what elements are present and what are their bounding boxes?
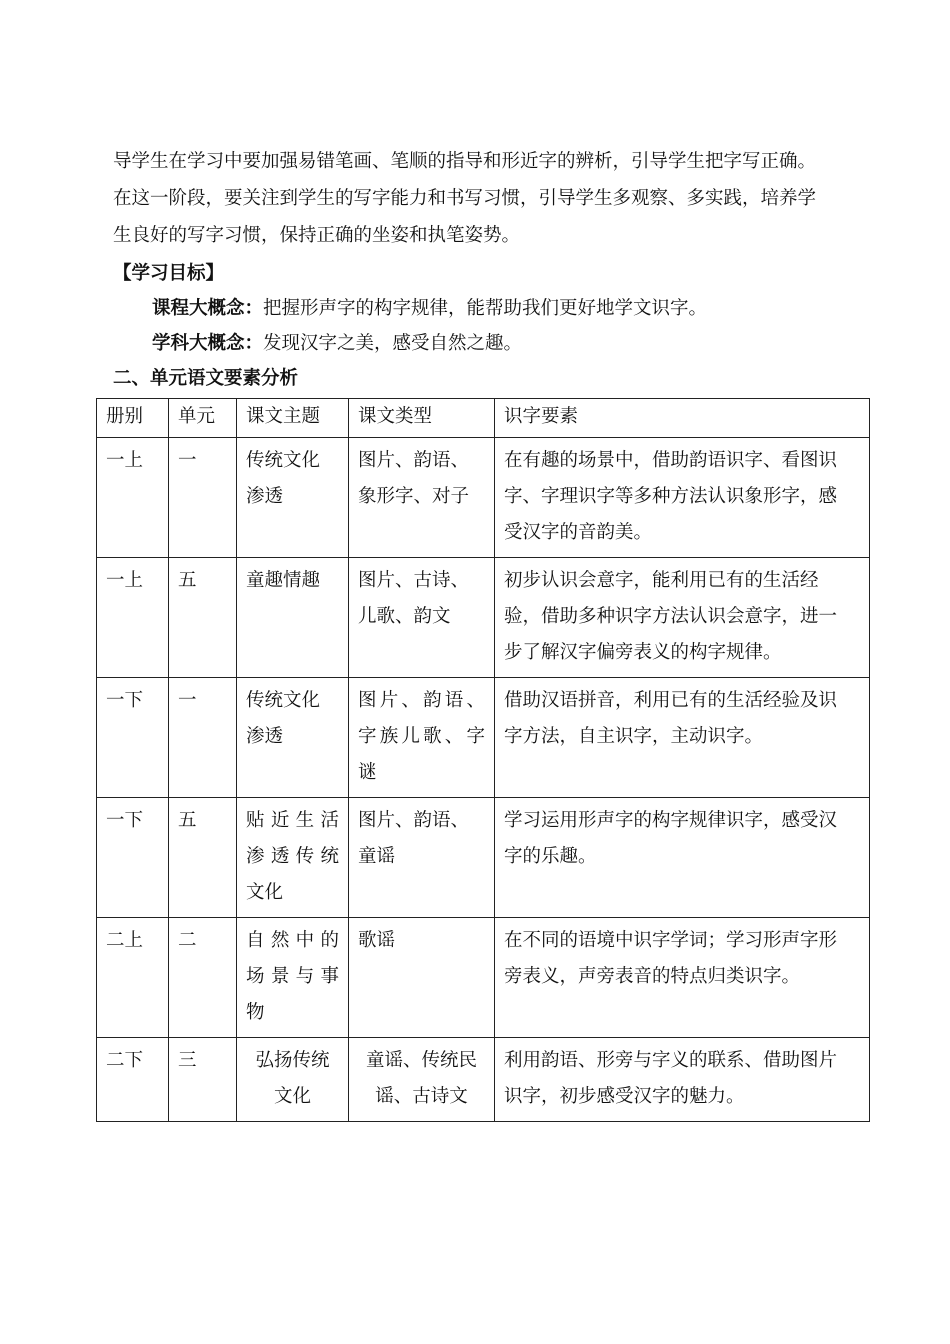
header-volume: 册别 <box>97 399 169 438</box>
theme-line: 弘扬传统 <box>255 1050 330 1071</box>
cell-volume: 二下 <box>97 1038 169 1122</box>
elements-line: 借助汉语拼音，利用已有的生活经验及识 <box>504 690 838 711</box>
subject-concept-text: 发现汉字之美，感受自然之趣。 <box>263 333 523 354</box>
table-row <box>97 558 870 678</box>
type-line: 儿歌、韵文 <box>358 606 451 627</box>
intro-line: 在这一阶段，要关注到学生的写字能力和书写习惯，引导学生多观察、多实践，培养学 <box>113 188 817 209</box>
cell-elements <box>495 918 870 1038</box>
learning-goals-heading: 【学习目标】 <box>113 263 225 284</box>
type-line: 图片、韵语、 <box>358 690 485 711</box>
cell-elements <box>495 1038 870 1122</box>
cell-unit: 一 <box>169 438 237 558</box>
elements-line: 验，借助多种识字方法认识会意字，进一 <box>504 606 838 627</box>
table-header-row <box>97 399 870 438</box>
theme-line: 物 <box>246 1002 265 1023</box>
theme-line: 文化 <box>273 1086 311 1107</box>
elements-line: 步了解汉字偏旁表义的构字规律。 <box>504 642 782 663</box>
type-line: 字族儿歌、字 <box>358 726 485 747</box>
elements-line: 字的乐趣。 <box>504 846 597 867</box>
cell-theme <box>237 1038 349 1122</box>
type-line: 童谣 <box>358 846 396 867</box>
table-row <box>97 678 870 798</box>
type-line: 象形字、对子 <box>358 486 470 507</box>
theme-line: 场景与事 <box>246 966 339 987</box>
elements-line: 字、字理识字等多种方法认识象形字，感 <box>504 486 838 507</box>
elements-line: 旁表义，声旁表音的特点归类识字。 <box>504 966 801 987</box>
table-row <box>97 918 870 1038</box>
course-concept-label: 课程大概念： <box>152 298 264 319</box>
table-row <box>97 798 870 918</box>
cell-theme <box>237 438 349 558</box>
unit-elements-table <box>96 398 870 1122</box>
theme-line: 传统文化 <box>246 450 321 471</box>
cell-unit: 一 <box>169 678 237 798</box>
theme-line: 渗透传统 <box>246 846 339 867</box>
elements-line: 利用韵语、形旁与字义的联系、借助图片 <box>504 1050 838 1071</box>
cell-elements <box>495 438 870 558</box>
header-theme: 课文主题 <box>237 399 349 438</box>
elements-line: 学习运用形声字的构字规律识字，感受汉 <box>504 810 838 831</box>
cell-volume: 一下 <box>97 798 169 918</box>
cell-elements <box>495 558 870 678</box>
theme-line: 自然中的 <box>246 930 339 951</box>
table-row <box>97 438 870 558</box>
cell-theme <box>237 558 349 678</box>
type-line: 歌谣 <box>358 930 396 951</box>
theme-line: 传统文化 <box>246 690 321 711</box>
cell-volume: 一下 <box>97 678 169 798</box>
elements-line: 在不同的语境中识字学词；学习形声字形 <box>504 930 838 951</box>
cell-volume: 一上 <box>97 558 169 678</box>
cell-volume: 一上 <box>97 438 169 558</box>
subject-concept <box>152 332 522 356</box>
elements-line: 识字，初步感受汉字的魅力。 <box>504 1086 745 1107</box>
table-row <box>97 1038 870 1122</box>
type-line: 谣、古诗文 <box>375 1086 468 1107</box>
elements-line: 受汉字的音韵美。 <box>504 522 653 543</box>
cell-elements <box>495 798 870 918</box>
cell-type <box>349 438 495 558</box>
cell-theme <box>237 798 349 918</box>
intro-line: 生良好的写字习惯，保持正确的坐姿和执笔姿势。 <box>113 225 521 246</box>
cell-volume: 二上 <box>97 918 169 1038</box>
subject-concept-label: 学科大概念： <box>152 333 264 354</box>
course-concept <box>152 297 707 321</box>
cell-elements <box>495 678 870 798</box>
type-line: 谜 <box>358 762 377 783</box>
type-line: 图片、韵语、 <box>358 450 470 471</box>
intro-line: 导学生在学习中要加强易错笔画、笔顺的指导和形近字的辨析，引导学生把字写正确。 <box>113 151 817 172</box>
cell-theme <box>237 678 349 798</box>
course-concept-text: 把握形声字的构字规律，能帮助我们更好地学文识字。 <box>263 298 708 319</box>
header-elements: 识字要素 <box>495 399 870 438</box>
elements-line: 初步认识会意字，能利用已有的生活经 <box>504 570 819 591</box>
header-type: 课文类型 <box>349 399 495 438</box>
type-line: 图片、古诗、 <box>358 570 470 591</box>
theme-line: 文化 <box>246 882 284 903</box>
cell-unit: 五 <box>169 558 237 678</box>
theme-line: 渗透 <box>246 486 284 507</box>
type-line: 图片、韵语、 <box>358 810 470 831</box>
intro-paragraph <box>113 143 843 254</box>
elements-line: 在有趣的场景中，借助韵语识字、看图识 <box>504 450 838 471</box>
cell-type <box>349 918 495 1038</box>
cell-type <box>349 1038 495 1122</box>
cell-unit: 五 <box>169 798 237 918</box>
cell-type <box>349 558 495 678</box>
cell-theme <box>237 918 349 1038</box>
theme-line: 童趣情趣 <box>246 570 321 591</box>
cell-unit: 二 <box>169 918 237 1038</box>
type-line: 童谣、传统民 <box>365 1050 477 1071</box>
cell-type <box>349 798 495 918</box>
theme-line: 渗透 <box>246 726 284 747</box>
section-heading: 二、单元语文要素分析 <box>113 368 299 389</box>
theme-line: 贴近生活 <box>246 810 339 831</box>
elements-line: 字方法，自主识字，主动识字。 <box>504 726 764 747</box>
cell-unit: 三 <box>169 1038 237 1122</box>
cell-type <box>349 678 495 798</box>
header-unit: 单元 <box>169 399 237 438</box>
